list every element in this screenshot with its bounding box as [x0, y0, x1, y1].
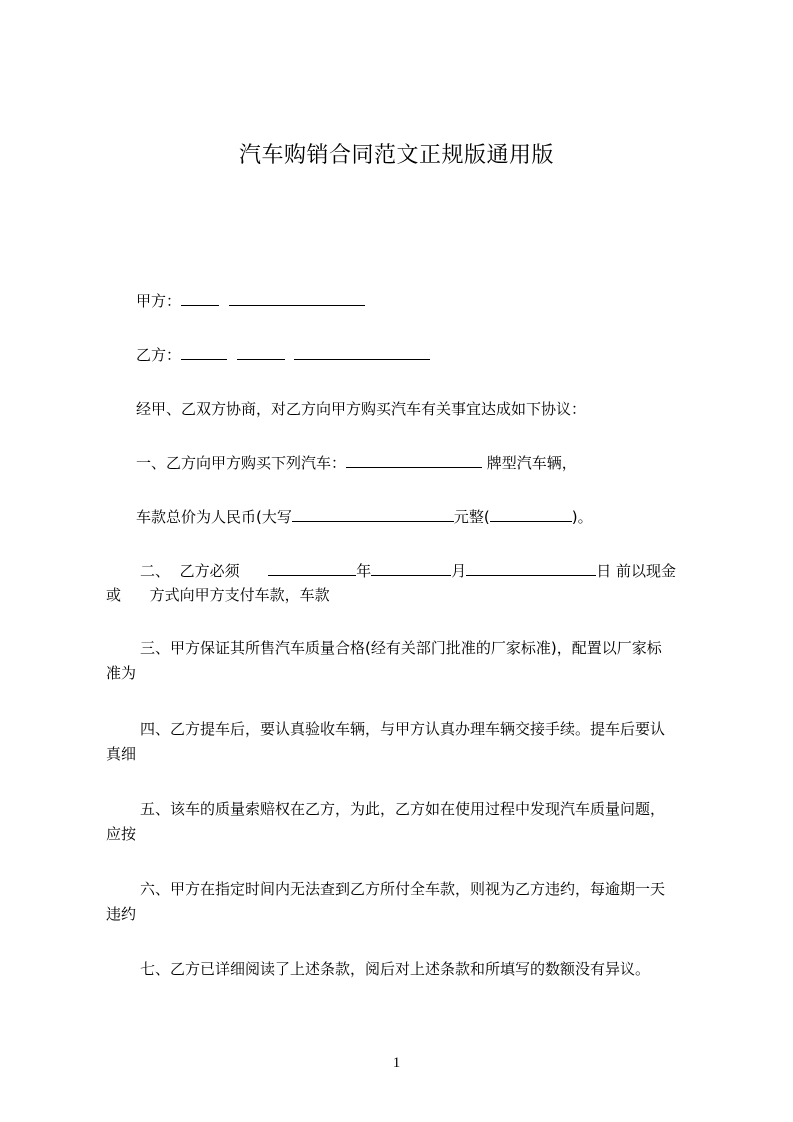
- party-b-blank-1: [181, 344, 227, 360]
- clause-6-line-2: 违约: [106, 905, 137, 923]
- clause-2-number: 二、: [140, 562, 171, 580]
- clause-2-text: 乙方必须: [179, 562, 240, 580]
- party-b-line: [136, 344, 430, 366]
- clause-2-year-blank: [268, 560, 356, 576]
- clause-2-month: 月: [451, 562, 467, 580]
- document-title: 汽车购销合同范文正规版通用版: [238, 143, 554, 168]
- clause-2-tail: 前以现金: [611, 562, 677, 580]
- party-b-blank-3: [294, 344, 430, 360]
- clause-2-year: 年: [356, 562, 372, 580]
- clause-1-price-suffix: )。: [571, 508, 593, 526]
- clause-4-line-1: 四、乙方提车后，要认真验收车辆，与甲方认真办理车辆交接手续。提车后要认: [140, 720, 666, 738]
- clause-1-price-figures-blank: [490, 506, 572, 522]
- page-number: 1: [392, 1055, 401, 1071]
- clause-1-line-2: [136, 506, 593, 528]
- clause-1-price-mid: 元整(: [453, 508, 490, 526]
- clause-1-prefix: 一、乙方向甲方购买下列汽车：: [136, 454, 347, 472]
- clause-5-line-1: 五、该车的质量索赔权在乙方，为此，乙方如在使用过程中发现汽车质量问题，: [140, 800, 666, 818]
- party-b-label: 乙方：: [136, 346, 182, 364]
- clause-6-line-1: 六、甲方在指定时间内无法查到乙方所付全车款，则视为乙方违约，每逾期一天: [140, 880, 666, 898]
- clause-7: 七、乙方已详细阅读了上述条款，阅后对上述条款和所填写的数额没有异议。: [140, 960, 651, 978]
- party-a-label: 甲方：: [136, 292, 182, 310]
- clause-2-day-blank: [466, 560, 596, 576]
- clause-1-suffix: 牌型汽车辆，: [482, 454, 577, 472]
- clause-2-line-1: [140, 560, 676, 582]
- clause-1-model-blank: [346, 452, 482, 468]
- intro-paragraph: 经甲、乙双方协商，对乙方向甲方购买汽车有关事宜达成如下协议：: [136, 400, 587, 418]
- clause-2-line-2: [106, 584, 330, 606]
- clause-1-line-1: [136, 452, 577, 474]
- party-a-blank-1: [181, 290, 219, 306]
- clause-5-line-2: 应按: [106, 825, 137, 843]
- clause-3-line-2: 准为: [106, 664, 137, 682]
- clause-2-line-2-text: 方式向甲方支付车款，车款: [149, 586, 330, 604]
- clause-2-line-2-or: 或: [106, 586, 122, 604]
- clause-1-price-prefix: 车款总价为人民币(大写: [136, 508, 292, 526]
- clause-4-line-2: 真细: [106, 745, 137, 763]
- party-a-blank-2: [229, 290, 365, 306]
- clause-2-month-blank: [371, 560, 451, 576]
- party-b-blank-2: [237, 344, 285, 360]
- party-a-line: [136, 290, 365, 312]
- clause-3-line-1: 三、甲方保证其所售汽车质量合格(经有关部门批准的厂家标准)，配置以厂家标: [140, 639, 662, 657]
- clause-2-day: 日: [596, 562, 612, 580]
- clause-1-price-words-blank: [292, 506, 454, 522]
